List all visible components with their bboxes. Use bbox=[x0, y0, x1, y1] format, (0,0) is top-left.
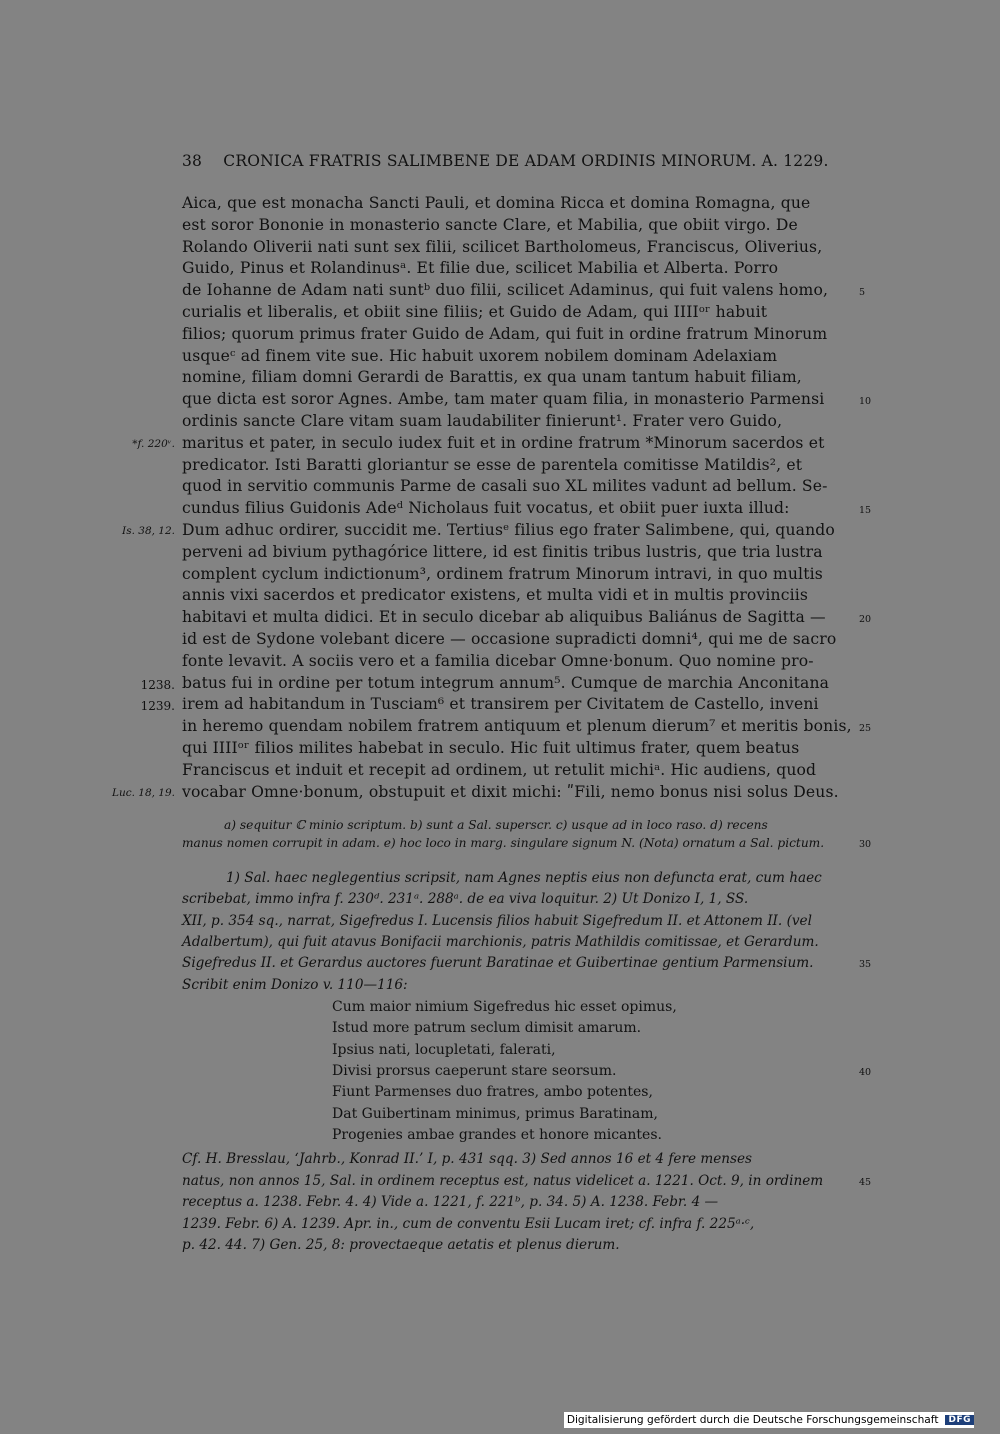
funding-footer bbox=[564, 1412, 974, 1428]
body-line: predicator. Isti Baratti gloriantur se esse de parentela comitisse Matildis², et bbox=[182, 455, 803, 474]
note-line: Adalbertum), qui fuit atavus Bonifacii marchionis, patris Mathildis comitissae, et Gerardum. bbox=[182, 933, 819, 950]
body-line: usqueᶜ ad finem vite sue. Hic habuit uxorem nobilem dominam Adelaxiam bbox=[182, 346, 778, 365]
line-number: 35 bbox=[859, 959, 872, 971]
running-title: CRONICA FRATRIS SALIMBENE DE ADAM ORDINIS MINORUM. A. 1229. bbox=[223, 152, 829, 170]
body-line: ordinis sancte Clare vitam suam laudabiliter finierunt¹. Frater vero Guido, bbox=[182, 412, 783, 430]
body-line: complent cyclum indictionum³, ordinem fratrum Minorum intravi, in quo multis bbox=[182, 564, 823, 583]
body-line: filios; quorum primus frater Guido de Adam, qui fuit in ordine fratrum Minorum bbox=[182, 324, 828, 343]
line-number: 5 bbox=[859, 287, 866, 299]
verse-line: Divisi prorsus caeperunt stare seorsum. bbox=[332, 1062, 617, 1079]
body-line: Franciscus et induit et recepit ad ordinem, ut retulit michiᵃ. Hic audiens, quod bbox=[182, 760, 817, 779]
note-line: XII, p. 354 sq., narrat, Sigefredus I. Lucensis filios habuit Sigefredum II. et Attonem II. (vel bbox=[182, 912, 812, 929]
dfg-logo: DFG bbox=[945, 1415, 974, 1425]
page-number: 38 bbox=[182, 152, 203, 170]
note-line: 1239. Febr. 6) A. 1239. Apr. in., cum de conventu Esii Lucam iret; cf. infra f. 225ᵃ·ᶜ, bbox=[182, 1215, 755, 1232]
note-line: Sigefredus II. et Gerardus auctores fuerunt Baratinae et Guibertinae gentium Parmensium. bbox=[182, 955, 814, 972]
note-line: scribebat, immo infra f. 230ᵈ. 231ᵃ. 288ᵃ. de ea viva loquitur. 2) Ut Donizo I, 1, SS. bbox=[182, 891, 749, 908]
body-line: Aica, que est monacha Sancti Pauli, et domina Ricca et domina Romagna, que bbox=[182, 194, 811, 212]
verse-line: Fiunt Parmenses duo fratres, ambo potentes, bbox=[332, 1084, 653, 1101]
verse-line: Ipsius nati, locupletati, falerati, bbox=[332, 1041, 556, 1058]
body-line: nomine, filiam domni Gerardi de Barattis, ex qua unam tantum habuit filiam, bbox=[182, 368, 802, 387]
body-line: que dicta est soror Agnes. Ambe, tam mater quam filia, in monasterio Parmensi bbox=[182, 390, 825, 409]
note-line: 1) Sal. haec neglegentius scripsit, nam Agnes neptis eius non defuncta erat, cum haec bbox=[226, 870, 822, 886]
body-line: in heremo quendam nobilem fratrem antiquum et plenum dierum⁷ et meritis bonis, bbox=[182, 717, 852, 736]
body-line: habitavi et multa didici. Et in seculo dicebar ab aliquibus Baliánus de Sagitta — bbox=[182, 608, 826, 627]
body-line: fonte levavit. A sociis vero et a familia dicebar Omne·bonum. Quo nomine pro- bbox=[182, 651, 814, 670]
verse-line: Istud more patrum seclum dimisit amarum. bbox=[332, 1020, 642, 1037]
line-number: 15 bbox=[859, 505, 872, 517]
line-number: 45 bbox=[859, 1176, 872, 1188]
apparatus-line: manus nomen corrupit in adam. e) hoc loco in marg. singulare signum N. (Nota) ornatum a Sal. pictum. bbox=[182, 836, 825, 850]
body-line: curialis et liberalis, et obiit sine filiis; et Guido de Adam, qui IIIIᵒʳ habuit bbox=[182, 303, 768, 321]
body-line: perveni ad bivium pythagórice littere, id est finitis tribus lustris, que tria lustra bbox=[182, 542, 823, 561]
body-line: Rolando Oliverii nati sunt sex filii, scilicet Bartholomeus, Franciscus, Oliverius, bbox=[182, 237, 823, 256]
line-number: 25 bbox=[859, 723, 872, 735]
apparatus-line: a) sequitur ℂ minio scriptum. b) sunt a Sal. superscr. c) usque ad in loco raso. d) recens bbox=[224, 818, 768, 832]
margin-reference: 1239. bbox=[140, 699, 175, 714]
note-line: Cf. H. Bresslau, ‘Jahrb., Konrad II.’ I, p. 431 sqq. 3) Sed annos 16 et 4 fere menses bbox=[182, 1151, 753, 1167]
line-number: 40 bbox=[859, 1066, 872, 1078]
verse-line: Progenies ambae grandes et honore micantes. bbox=[332, 1126, 662, 1143]
body-line: vocabar Omne·bonum, obstupuit et dixit michi: ʺFili, nemo bonus nisi solus Deus. bbox=[182, 782, 839, 801]
body-line: de Iohanne de Adam nati suntᵇ duo filii, scilicet Adaminus, qui fuit valens homo, bbox=[182, 281, 829, 300]
body-line: maritus et pater, in seculo iudex fuit et in ordine fratrum *Minorum sacerdos et bbox=[182, 433, 825, 452]
margin-reference: Is. 38, 12. bbox=[122, 525, 175, 537]
verse-line: Cum maior nimium Sigefredus hic esset opimus, bbox=[332, 999, 677, 1015]
line-number: 20 bbox=[859, 614, 872, 626]
body-line: Guido, Pinus et Rolandinusᵃ. Et filie due, scilicet Mabilia et Alberta. Porro bbox=[182, 259, 779, 278]
note-line: p. 42. 44. 7) Gen. 25, 8: provectaeque aetatis et plenus dierum. bbox=[182, 1237, 620, 1254]
body-line: qui IIIIᵒʳ filios milites habebat in seculo. Hic fuit ultimus frater, quem beatus bbox=[182, 739, 800, 757]
body-line: irem ad habitandum in Tusciam⁶ et transirem per Civitatem de Castello, inveni bbox=[182, 695, 819, 714]
note-line: receptus a. 1238. Febr. 4. 4) Vide a. 1221, f. 221ᵇ, p. 34. 5) A. 1238. Febr. 4 — bbox=[182, 1194, 719, 1211]
line-number: 30 bbox=[859, 839, 872, 850]
verse-line: Dat Guibertinam minimus, primus Baratinam, bbox=[332, 1105, 659, 1122]
body-line: batus fui in ordine per totum integrum annum⁵. Cumque de marchia Anconitana bbox=[182, 673, 830, 692]
body-line: Dum adhuc ordirer, succidit me. Tertiusᵉ filius ego frater Salimbene, qui, quando bbox=[182, 521, 835, 539]
margin-reference: 1238. bbox=[140, 677, 175, 692]
line-number: 10 bbox=[859, 396, 872, 408]
body-line: est soror Bononie in monasterio sancte Clare, et Mabilia, que obiit virgo. De bbox=[182, 215, 798, 234]
note-line: natus, non annos 15, Sal. in ordinem receptus est, natus videlicet a. 1221. Oct. 9, in ordinem bbox=[182, 1172, 824, 1189]
funding-text: Digitalisierung gefördert durch die Deutsche Forschungsgemeinschaft bbox=[566, 1414, 939, 1426]
margin-reference: Luc. 18, 19. bbox=[111, 786, 175, 799]
body-line: annis vixi sacerdos et predicator existens, et multa vidi et in multis provinciis bbox=[182, 586, 809, 605]
body-line: quod in servitio communis Parme de casali suo XL milites vadunt ad bellum. Se- bbox=[182, 477, 828, 496]
note-line: Scribit enim Donizo v. 110—116: bbox=[182, 976, 408, 993]
body-line: id est de Sydone volebant dicere — occasione supradicti domni⁴, qui me de sacro bbox=[182, 630, 837, 648]
running-header bbox=[182, 152, 852, 170]
body-line: cundus filius Guidonis Adeᵈ Nicholaus fuit vocatus, et obiit puer iuxta illud: bbox=[182, 499, 790, 518]
margin-reference: *f. 220ᵛ. bbox=[132, 437, 175, 450]
